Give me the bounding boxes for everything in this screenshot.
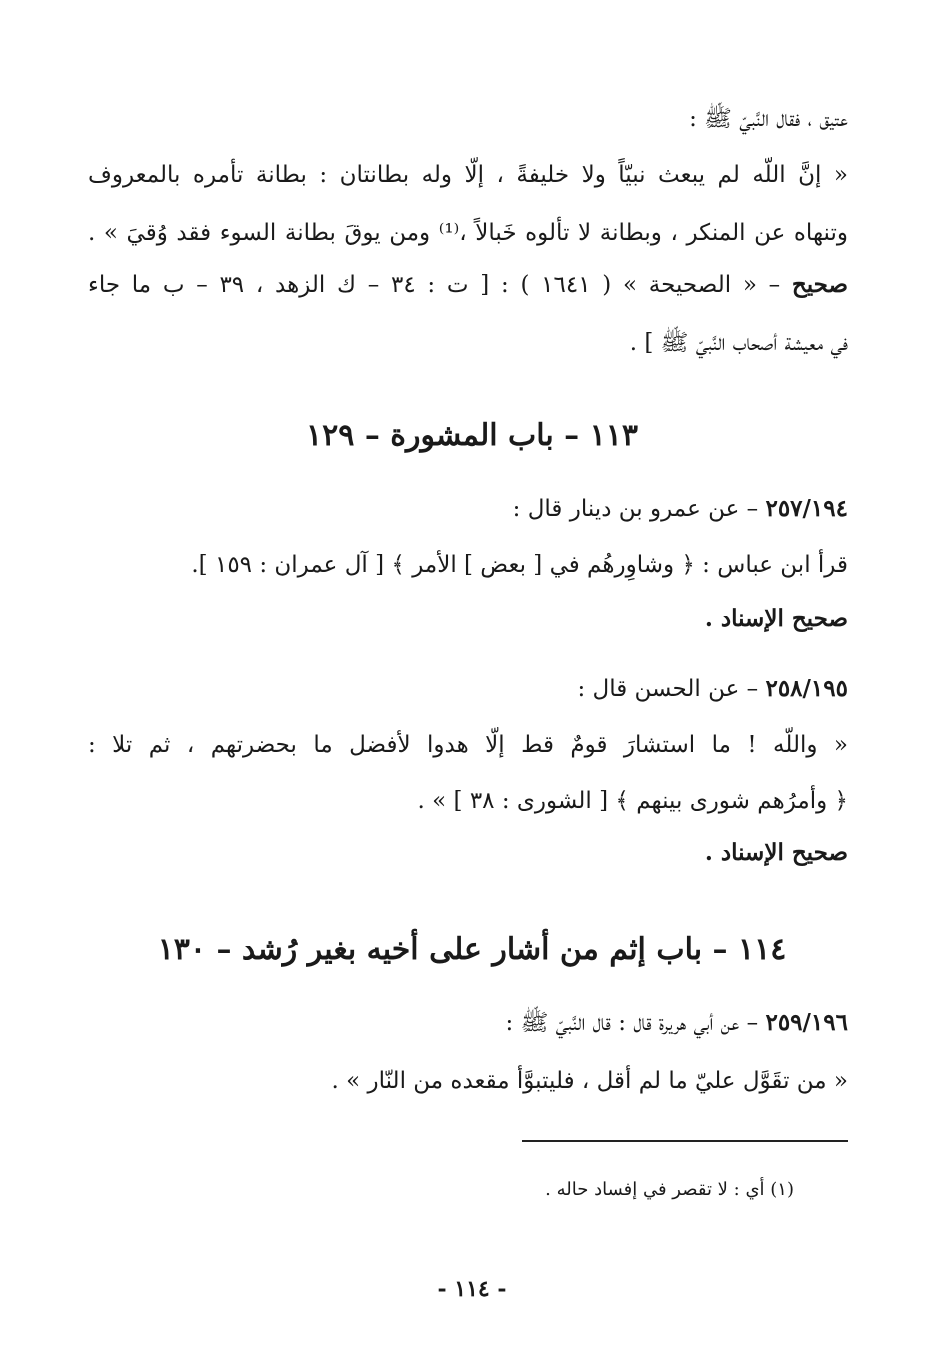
grade-label: صحيح [791,271,849,298]
footnote-divider [522,1140,848,1142]
source-text: – « الصحيحة » ( ١٦٤١ ) : [ ت : ٣٤ – ك الزهد ، ٣٩ – ب ما جاء [88,272,781,298]
chapter-heading-114: ١١٤ – باب إثم من أشار على أخيه بغير رُشد – ١٣٠ [157,932,787,967]
hadith-195-body-2: ﴿ وأمرُهم شورى بينهم ﴾ [ الشورى : ٣٨ ] » . [417,788,848,814]
text-line-1: عتيق ، فقال النَّبيّ ﷺ : [689,106,848,132]
source-line-2: في معيشة أصحاب النَّبيّ ﷺ ] . [629,330,848,356]
hadith-196-body: « من تقَوَّل عليّ ما لم أقل ، فليتبوَّأ مقعده من النّار » . [331,1068,848,1094]
hadith-narrator: – عن عمرو بن دينار قال : [512,496,759,522]
hadith-narrator: – عن الحسن قال : [577,676,759,702]
text-line-3: وتنهاه عن المنكر ، وبطانة لا تألوه خَبالاً ،⁽¹⁾ ومن يوقَ بطانة السوء فقد وُقيَ » . [88,220,848,246]
text-line-2: « إنَّ اللّه لم يبعث نبيّاً ولا خليفةً ، إلّا وله بطانتان : بطانة تأمره بالمعروف [88,162,848,188]
hadith-number: ٢٥٨/١٩٥ [765,675,848,702]
hadith-194-intro [513,492,848,526]
page-number: - ١١٤ - [437,1276,507,1302]
chapter-heading-113: ١١٣ – باب المشورة – ١٢٩ [306,418,638,453]
footnote: (١) أي : لا تقصر في إفساد حاله . [545,1179,794,1200]
hadith-narrator: – عن أبي هريرة قال : قال النَّبيّ ﷺ : [505,1010,759,1036]
hadith-195-body-1: « واللّه ! ما استشارَ قومٌ قط إلّا هدوا لأفضل ما بحضرتهم ، ثم تلا : [88,732,848,758]
hadith-196-intro [506,1006,848,1040]
hadith-194-grade: صحيح الإسناد . [704,605,848,632]
source-line [88,268,848,302]
hadith-194-body: قرأ ابن عباس : ﴿ وشاوِرهُم في [ بعض ] الأمر ﴾ [ آل عمران : ١٥٩ ]. [191,552,848,578]
hadith-number: ٢٥٩/١٩٦ [765,1009,848,1036]
hadith-number: ٢٥٧/١٩٤ [765,495,848,522]
hadith-195-grade: صحيح الإسناد . [704,839,848,866]
hadith-195-intro [577,672,848,706]
